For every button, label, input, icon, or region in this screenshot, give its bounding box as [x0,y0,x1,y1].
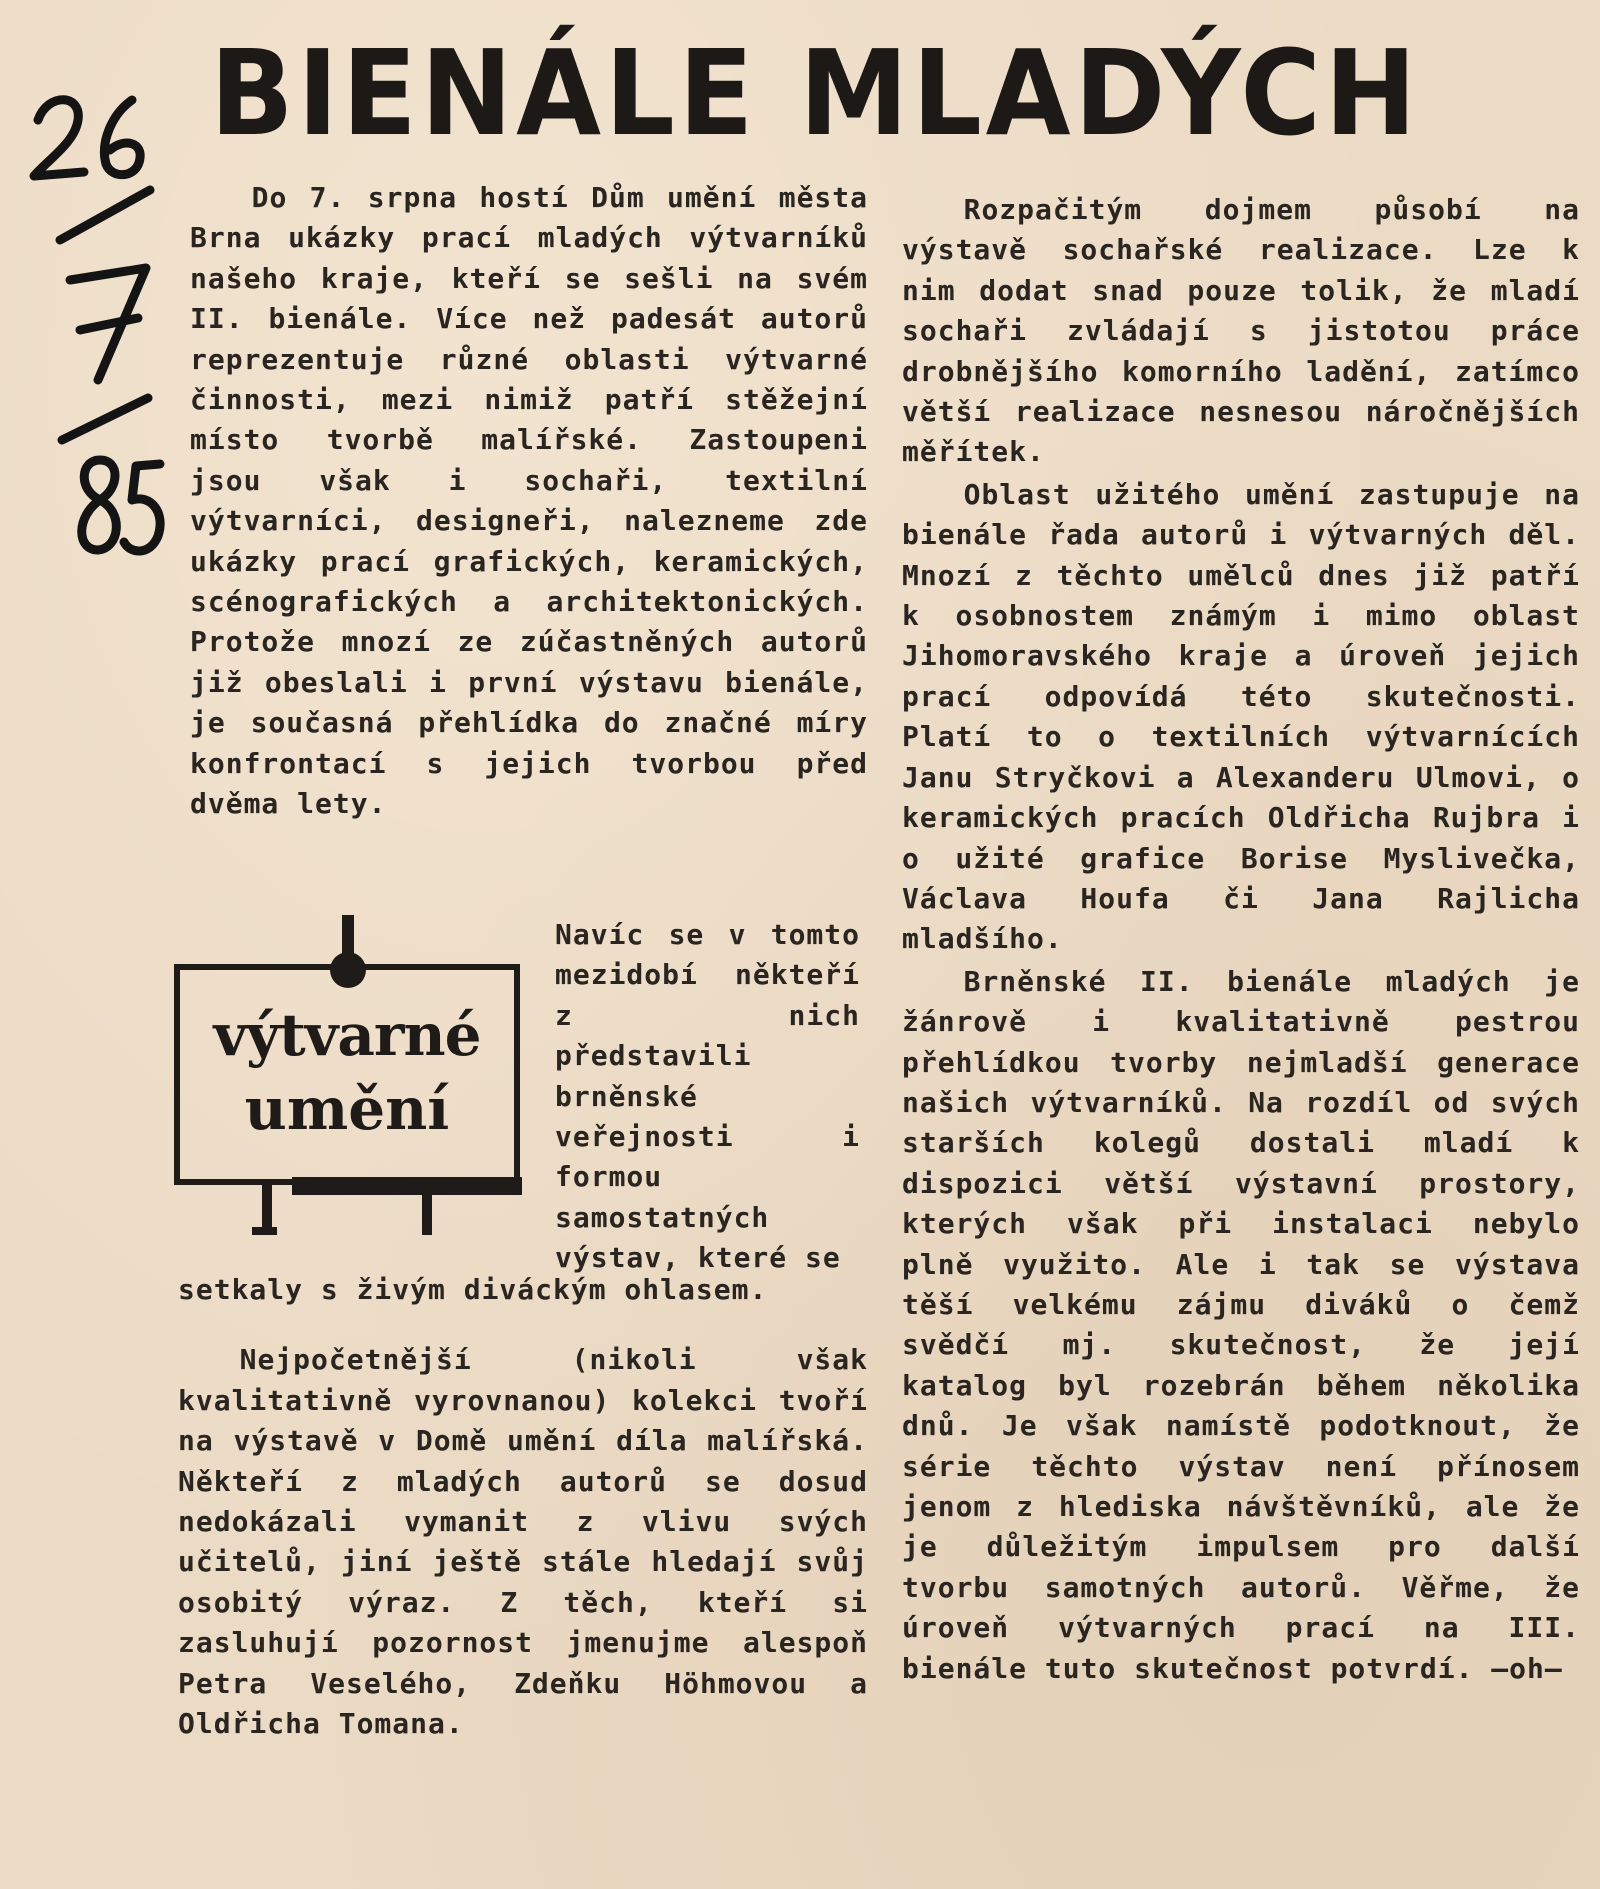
column1-para1-text: Do 7. srpna hostí Dům umění města Brna ukázky prací mladých výtvarníků našeho kraje, kteří se sešli na svém II. bienále. Více než padesát autorů reprezentuje různé oblasti výtvarné činnosti, mezi nimiž patří stěžejní místo tvorbě malířské. Zastoupeni jsou však i sochaři, textilní výtvarníci, designeři, nalezneme zde ukázky prací grafických, keramických, scénografických a architektonických. Protože mnozí ze zúčastněných autorů již obeslali i první výstavu bienále, je současná přehlídka do značné míry konfrontací s jejich tvorbou před dvěma lety. [190,181,868,821]
author-signature: —oh— [1491,1651,1563,1685]
column1-wrap-end: setkaly s živým diváckým ohlasem. [178,1273,768,1306]
column1-wrap-text: Navíc se v tomto mezidobí někteří z nich představili brněnské veřejnosti i formou samostatných výstav, které se [555,918,860,1275]
column2 [902,190,1580,1689]
column1-para2-text: Nejpočetnější (nikoli však kvalitativně vyrovnanou) kolekci tvoří na výstavě v Domě umění díla malířská. Někteří z mladých autorů se dosud nedokázali vymanit z vlivu svých učitelů, jiní ještě stále hledají svůj osobitý výraz. Z těch, kteří si zasluhují pozornost jmenujme alespoň Petra Veselého, Zdeňku Höhmovou a Oldřicha Tomana. [178,1343,868,1741]
handwritten-date [20,80,170,600]
rubric-label-line2: umění [244,1075,450,1143]
column2-para3-text [902,962,1580,1689]
column1-tail [178,1270,868,1744]
column2-para3-body: Brněnské II. bienále mladých je žánrově i kvalitativně pestrou přehlídkou tvorby nejmladší generace našich výtvarníků. Na rozdíl od svých starších kolegů dostali mladí k dispozici větší výstavní prostory, kterých však při instalaci nebylo plně využito. Ale i tak se výstava těší velkému zájmu diváků o čemž svědčí mj. skutečnost, že její katalog byl rozebrán během několika dnů. Je však namístě podotknout, že série těchto výstav není přínosem jenom z hlediska návštěvníků, ale že je důležitým impulsem pro další tvorbu samotných autorů. Věřme, že úroveň výtvarných prací na III. bienále tuto skutečnost potvrdí. [902,964,1580,1685]
column1-paragraph1 [190,178,868,825]
headline: BIENÁLE MLADÝCH [210,24,1421,162]
handwritten-date-drawing [20,80,170,600]
column2-para1-text: Rozpačitým dojmem působí na výstavě sochařské realizace. Lze k nim dodat snad pouze tolik, že mladí sochaři zvládají s jistotou práce drobnějšího komorního ladění, zatímco větší realizace nesnesou náročnějších měřítek. [902,193,1580,469]
rubric-label-line1: výtvarné [213,1001,481,1069]
column2-para2-text: Oblast užitého umění zastupuje na bienále řada autorů i výtvarných děl. Mnozí z těchto umělců dnes již patří k osobnostem známým i mimo oblast Jihomoravského kraje a úroveň jejich prací odpovídá této skutečnosti. Platí to o textilních výtvarnících Janu Stryčkovi a Alexanderu Ulmovi, o keramických pracích Oldřicha Rujbra i o užité grafice Borise Myslivečka, Václava Houfa či Jana Rajlicha mladšího. [902,477,1580,956]
rubric-logo [172,915,522,1245]
